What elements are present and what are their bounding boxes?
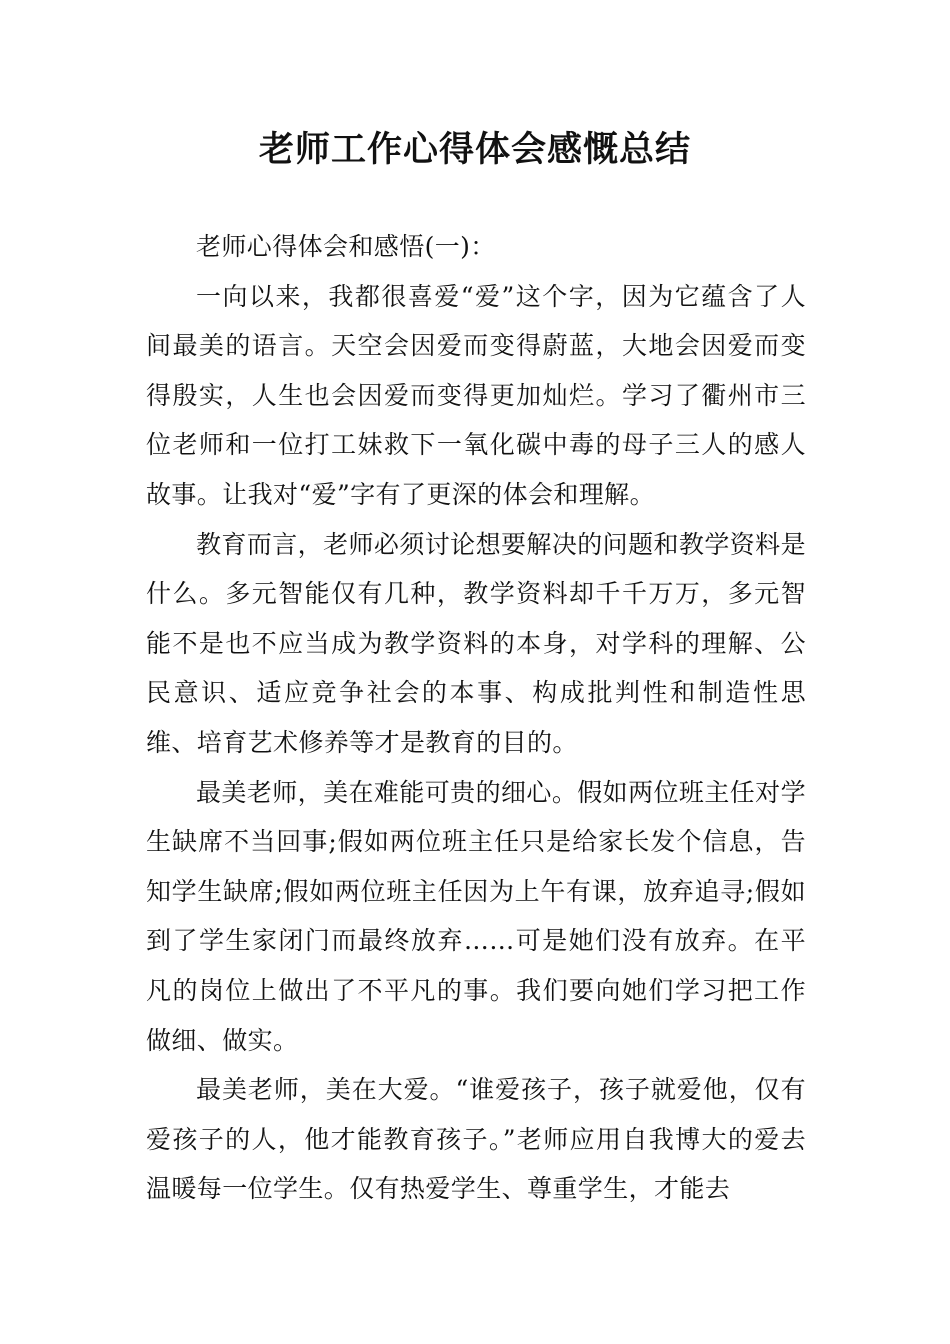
paragraph: 一向以来，我都很喜爱“爱”这个字，因为它蕴含了人间最美的语言。天空会因爱而变得蔚蓝，大地会因爱而变得殷实，人生也会因爱而变得更加灿烂。学习了衢州市三位老师和一位打工妹救下一氧化碳中毒的母子三人的感人故事。让我对“爱”字有了更深的体会和理解。 [146, 281, 806, 509]
paragraph-subheading: 老师心得体会和感悟(一)： [196, 232, 496, 261]
paragraph: 最美老师，美在大爱。“谁爱孩子，孩子就爱他，仅有爱孩子的人，他才能教育孩子。”老师应用自我博大的爱去温暖每一位学生。仅有热爱学生、尊重学生，才能去 [146, 1075, 806, 1204]
paragraph: 教育而言，老师必须讨论想要解决的问题和教学资料是什么。多元智能仅有几种，教学资料却千千万万，多元智能不是也不应当成为教学资料的本身，对学科的理解、公民意识、适应竞争社会的本事、构成批判性和制造性思维、培育艺术修养等才是教育的目的。 [146, 529, 806, 757]
document-body [146, 222, 806, 1214]
document-title: 老师工作心得体会感慨总结 [258, 130, 691, 170]
paragraph: 最美老师，美在难能可贵的细心。假如两位班主任对学生缺席不当回事;假如两位班主任只是给家长发个信息，告知学生缺席;假如两位班主任因为上午有课，放弃追寻;假如到了学生家闭门而最终放弃……可是她们没有放弃。在平凡的岗位上做出了不平凡的事。我们要向她们学习把工作做细、做实。 [146, 777, 806, 1055]
